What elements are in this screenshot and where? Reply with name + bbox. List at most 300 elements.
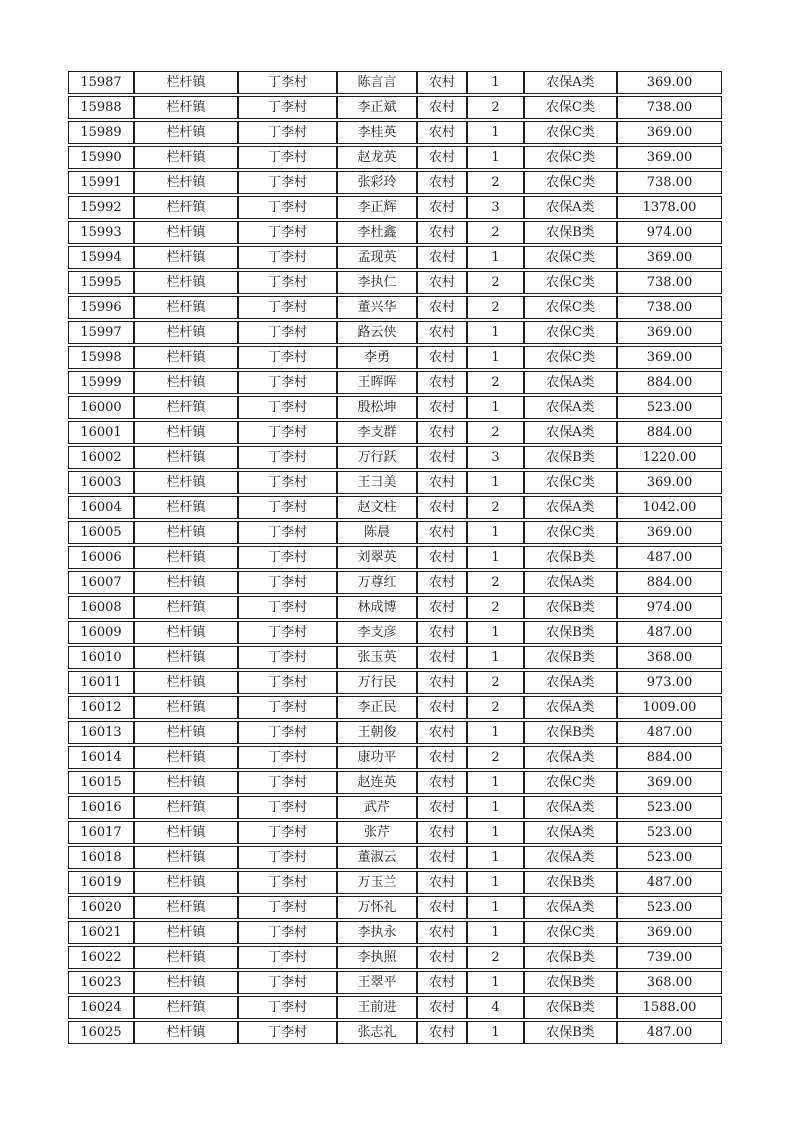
table-row	[68, 921, 722, 944]
cell-name: 路云侠	[337, 321, 417, 344]
cell-category: 农保A类	[524, 396, 617, 419]
cell-category: 农保C类	[524, 296, 617, 319]
cell-village: 丁李村	[238, 821, 337, 844]
cell-town: 栏杆镇	[134, 296, 238, 319]
table-row	[68, 296, 722, 319]
cell-count: 2	[467, 496, 524, 519]
cell-serial: 15991	[68, 171, 134, 194]
cell-category: 农保A类	[524, 821, 617, 844]
cell-serial: 16009	[68, 621, 134, 644]
cell-village: 丁李村	[238, 371, 337, 394]
cell-count: 2	[467, 746, 524, 769]
cell-name: 万尊红	[337, 571, 417, 594]
cell-serial: 16013	[68, 721, 134, 744]
table-row	[68, 71, 722, 94]
table-row	[68, 1021, 722, 1044]
cell-village: 丁李村	[238, 546, 337, 569]
cell-serial: 16012	[68, 696, 134, 719]
cell-residence: 农村	[417, 646, 467, 669]
table-row	[68, 896, 722, 919]
cell-serial: 16022	[68, 946, 134, 969]
cell-amount: 369.00	[617, 771, 722, 794]
cell-residence: 农村	[417, 321, 467, 344]
cell-name: 康功平	[337, 746, 417, 769]
cell-town: 栏杆镇	[134, 971, 238, 994]
cell-serial: 15999	[68, 371, 134, 394]
cell-village: 丁李村	[238, 721, 337, 744]
cell-town: 栏杆镇	[134, 621, 238, 644]
cell-amount: 487.00	[617, 1021, 722, 1044]
cell-town: 栏杆镇	[134, 396, 238, 419]
cell-count: 1	[467, 346, 524, 369]
cell-category: 农保C类	[524, 246, 617, 269]
table-row	[68, 246, 722, 269]
cell-residence: 农村	[417, 96, 467, 119]
cell-town: 栏杆镇	[134, 1021, 238, 1044]
cell-count: 1	[467, 396, 524, 419]
cell-category: 农保C类	[524, 171, 617, 194]
table-row	[68, 396, 722, 419]
cell-village: 丁李村	[238, 246, 337, 269]
cell-count: 4	[467, 996, 524, 1019]
cell-village: 丁李村	[238, 196, 337, 219]
cell-category: 农保A类	[524, 371, 617, 394]
cell-serial: 15990	[68, 146, 134, 169]
cell-residence: 农村	[417, 221, 467, 244]
cell-name: 王翠平	[337, 971, 417, 994]
cell-name: 陈晨	[337, 521, 417, 544]
cell-category: 农保C类	[524, 521, 617, 544]
cell-residence: 农村	[417, 521, 467, 544]
cell-count: 2	[467, 946, 524, 969]
cell-town: 栏杆镇	[134, 521, 238, 544]
cell-category: 农保A类	[524, 746, 617, 769]
subsidy-roster-table	[68, 69, 722, 1046]
cell-category: 农保C类	[524, 96, 617, 119]
cell-residence: 农村	[417, 921, 467, 944]
cell-count: 2	[467, 296, 524, 319]
cell-town: 栏杆镇	[134, 746, 238, 769]
cell-count: 1	[467, 871, 524, 894]
cell-town: 栏杆镇	[134, 71, 238, 94]
table-row	[68, 521, 722, 544]
cell-town: 栏杆镇	[134, 796, 238, 819]
cell-amount: 487.00	[617, 871, 722, 894]
cell-count: 2	[467, 271, 524, 294]
cell-amount: 523.00	[617, 796, 722, 819]
cell-village: 丁李村	[238, 121, 337, 144]
cell-category: 农保B类	[524, 996, 617, 1019]
cell-serial: 16018	[68, 846, 134, 869]
cell-amount: 974.00	[617, 596, 722, 619]
cell-amount: 1042.00	[617, 496, 722, 519]
cell-town: 栏杆镇	[134, 146, 238, 169]
cell-name: 李支彦	[337, 621, 417, 644]
table-row	[68, 621, 722, 644]
cell-serial: 16011	[68, 671, 134, 694]
cell-name: 殷松坤	[337, 396, 417, 419]
cell-category: 农保B类	[524, 1021, 617, 1044]
cell-serial: 16014	[68, 746, 134, 769]
cell-village: 丁李村	[238, 171, 337, 194]
cell-serial: 16016	[68, 796, 134, 819]
cell-residence: 农村	[417, 346, 467, 369]
cell-count: 3	[467, 446, 524, 469]
cell-residence: 农村	[417, 196, 467, 219]
cell-amount: 739.00	[617, 946, 722, 969]
cell-village: 丁李村	[238, 71, 337, 94]
cell-count: 1	[467, 246, 524, 269]
cell-town: 栏杆镇	[134, 921, 238, 944]
cell-residence: 农村	[417, 446, 467, 469]
cell-category: 农保B类	[524, 971, 617, 994]
cell-count: 1	[467, 896, 524, 919]
cell-name: 李正辉	[337, 196, 417, 219]
cell-count: 2	[467, 571, 524, 594]
cell-name: 李执永	[337, 921, 417, 944]
cell-residence: 农村	[417, 596, 467, 619]
cell-residence: 农村	[417, 471, 467, 494]
cell-serial: 15987	[68, 71, 134, 94]
cell-category: 农保A类	[524, 696, 617, 719]
cell-town: 栏杆镇	[134, 321, 238, 344]
cell-category: 农保A类	[524, 571, 617, 594]
cell-town: 栏杆镇	[134, 596, 238, 619]
cell-village: 丁李村	[238, 746, 337, 769]
cell-village: 丁李村	[238, 796, 337, 819]
cell-count: 1	[467, 821, 524, 844]
cell-village: 丁李村	[238, 221, 337, 244]
cell-category: 农保B类	[524, 721, 617, 744]
cell-residence: 农村	[417, 821, 467, 844]
cell-name: 李桂英	[337, 121, 417, 144]
table-row	[68, 996, 722, 1019]
cell-amount: 523.00	[617, 821, 722, 844]
cell-category: 农保A类	[524, 896, 617, 919]
cell-town: 栏杆镇	[134, 671, 238, 694]
cell-name: 李支群	[337, 421, 417, 444]
table-row	[68, 871, 722, 894]
cell-village: 丁李村	[238, 896, 337, 919]
cell-village: 丁李村	[238, 396, 337, 419]
cell-category: 农保B类	[524, 946, 617, 969]
table-row	[68, 346, 722, 369]
cell-serial: 16007	[68, 571, 134, 594]
cell-name: 林成博	[337, 596, 417, 619]
cell-residence: 农村	[417, 671, 467, 694]
cell-name: 李执仁	[337, 271, 417, 294]
cell-category: 农保A类	[524, 196, 617, 219]
cell-category: 农保B类	[524, 446, 617, 469]
cell-residence: 农村	[417, 121, 467, 144]
cell-category: 农保B类	[524, 546, 617, 569]
cell-residence: 农村	[417, 771, 467, 794]
cell-serial: 16008	[68, 596, 134, 619]
cell-town: 栏杆镇	[134, 946, 238, 969]
cell-serial: 16025	[68, 1021, 134, 1044]
cell-count: 2	[467, 221, 524, 244]
cell-residence: 农村	[417, 621, 467, 644]
table-row	[68, 196, 722, 219]
cell-serial: 15997	[68, 321, 134, 344]
cell-serial: 15995	[68, 271, 134, 294]
cell-village: 丁李村	[238, 296, 337, 319]
cell-amount: 738.00	[617, 296, 722, 319]
cell-category: 农保A类	[524, 71, 617, 94]
cell-residence: 农村	[417, 546, 467, 569]
cell-name: 王晖晖	[337, 371, 417, 394]
cell-amount: 487.00	[617, 721, 722, 744]
table-row	[68, 171, 722, 194]
cell-town: 栏杆镇	[134, 571, 238, 594]
cell-town: 栏杆镇	[134, 96, 238, 119]
table-row	[68, 221, 722, 244]
cell-count: 1	[467, 121, 524, 144]
cell-category: 农保C类	[524, 146, 617, 169]
cell-village: 丁李村	[238, 496, 337, 519]
cell-amount: 368.00	[617, 646, 722, 669]
cell-serial: 16000	[68, 396, 134, 419]
cell-amount: 369.00	[617, 521, 722, 544]
cell-town: 栏杆镇	[134, 546, 238, 569]
cell-name: 张玉英	[337, 646, 417, 669]
cell-name: 董兴华	[337, 296, 417, 319]
table-row	[68, 271, 722, 294]
cell-category: 农保C类	[524, 471, 617, 494]
cell-village: 丁李村	[238, 696, 337, 719]
cell-residence: 农村	[417, 796, 467, 819]
cell-count: 1	[467, 71, 524, 94]
cell-town: 栏杆镇	[134, 246, 238, 269]
cell-category: 农保A类	[524, 421, 617, 444]
cell-town: 栏杆镇	[134, 496, 238, 519]
cell-serial: 16006	[68, 546, 134, 569]
cell-village: 丁李村	[238, 621, 337, 644]
cell-count: 3	[467, 196, 524, 219]
cell-town: 栏杆镇	[134, 371, 238, 394]
cell-name: 赵连英	[337, 771, 417, 794]
table-row	[68, 496, 722, 519]
cell-town: 栏杆镇	[134, 221, 238, 244]
cell-amount: 884.00	[617, 571, 722, 594]
cell-amount: 487.00	[617, 546, 722, 569]
cell-town: 栏杆镇	[134, 771, 238, 794]
cell-serial: 16017	[68, 821, 134, 844]
table-row	[68, 446, 722, 469]
table-row	[68, 846, 722, 869]
cell-amount: 1378.00	[617, 196, 722, 219]
cell-amount: 973.00	[617, 671, 722, 694]
cell-count: 1	[467, 646, 524, 669]
cell-amount: 523.00	[617, 896, 722, 919]
table-row	[68, 321, 722, 344]
cell-serial: 15993	[68, 221, 134, 244]
cell-residence: 农村	[417, 71, 467, 94]
cell-category: 农保A类	[524, 496, 617, 519]
cell-village: 丁李村	[238, 421, 337, 444]
cell-name: 李杜鑫	[337, 221, 417, 244]
table-row	[68, 721, 722, 744]
cell-count: 2	[467, 696, 524, 719]
cell-serial: 15998	[68, 346, 134, 369]
cell-serial: 16001	[68, 421, 134, 444]
cell-village: 丁李村	[238, 921, 337, 944]
cell-name: 武芹	[337, 796, 417, 819]
cell-name: 张彩玲	[337, 171, 417, 194]
cell-residence: 农村	[417, 1021, 467, 1044]
cell-count: 1	[467, 146, 524, 169]
cell-serial: 16003	[68, 471, 134, 494]
table-row	[68, 796, 722, 819]
cell-village: 丁李村	[238, 571, 337, 594]
cell-village: 丁李村	[238, 321, 337, 344]
cell-serial: 16010	[68, 646, 134, 669]
cell-amount: 884.00	[617, 371, 722, 394]
cell-residence: 农村	[417, 971, 467, 994]
cell-town: 栏杆镇	[134, 646, 238, 669]
cell-amount: 884.00	[617, 421, 722, 444]
cell-residence: 农村	[417, 171, 467, 194]
cell-town: 栏杆镇	[134, 471, 238, 494]
cell-name: 王前进	[337, 996, 417, 1019]
cell-serial: 16005	[68, 521, 134, 544]
cell-town: 栏杆镇	[134, 421, 238, 444]
cell-amount: 1009.00	[617, 696, 722, 719]
cell-name: 孟现英	[337, 246, 417, 269]
cell-category: 农保B类	[524, 221, 617, 244]
cell-amount: 369.00	[617, 246, 722, 269]
cell-residence: 农村	[417, 421, 467, 444]
cell-town: 栏杆镇	[134, 821, 238, 844]
cell-count: 2	[467, 371, 524, 394]
cell-residence: 农村	[417, 396, 467, 419]
cell-category: 农保C类	[524, 121, 617, 144]
cell-residence: 农村	[417, 696, 467, 719]
cell-name: 万行民	[337, 671, 417, 694]
cell-village: 丁李村	[238, 271, 337, 294]
cell-name: 万玉兰	[337, 871, 417, 894]
cell-residence: 农村	[417, 296, 467, 319]
cell-serial: 15988	[68, 96, 134, 119]
cell-count: 1	[467, 771, 524, 794]
cell-amount: 487.00	[617, 621, 722, 644]
cell-residence: 农村	[417, 896, 467, 919]
cell-count: 2	[467, 671, 524, 694]
cell-serial: 16015	[68, 771, 134, 794]
cell-village: 丁李村	[238, 671, 337, 694]
table-row	[68, 146, 722, 169]
cell-serial: 15992	[68, 196, 134, 219]
table-row	[68, 571, 722, 594]
table-row	[68, 746, 722, 769]
cell-count: 1	[467, 471, 524, 494]
cell-name: 刘翠英	[337, 546, 417, 569]
cell-village: 丁李村	[238, 771, 337, 794]
cell-count: 1	[467, 721, 524, 744]
cell-count: 2	[467, 421, 524, 444]
cell-category: 农保C类	[524, 271, 617, 294]
cell-town: 栏杆镇	[134, 696, 238, 719]
cell-name: 张芹	[337, 821, 417, 844]
table-row	[68, 421, 722, 444]
cell-count: 1	[467, 1021, 524, 1044]
cell-amount: 738.00	[617, 96, 722, 119]
cell-town: 栏杆镇	[134, 346, 238, 369]
cell-town: 栏杆镇	[134, 721, 238, 744]
cell-village: 丁李村	[238, 521, 337, 544]
cell-residence: 农村	[417, 371, 467, 394]
cell-name: 万怀礼	[337, 896, 417, 919]
cell-serial: 16004	[68, 496, 134, 519]
cell-village: 丁李村	[238, 596, 337, 619]
cell-amount: 369.00	[617, 471, 722, 494]
cell-count: 1	[467, 521, 524, 544]
cell-village: 丁李村	[238, 946, 337, 969]
table-row	[68, 971, 722, 994]
cell-amount: 369.00	[617, 921, 722, 944]
cell-amount: 1220.00	[617, 446, 722, 469]
cell-village: 丁李村	[238, 446, 337, 469]
cell-town: 栏杆镇	[134, 896, 238, 919]
cell-village: 丁李村	[238, 996, 337, 1019]
cell-amount: 369.00	[617, 71, 722, 94]
cell-category: 农保C类	[524, 771, 617, 794]
cell-residence: 农村	[417, 246, 467, 269]
cell-amount: 369.00	[617, 321, 722, 344]
table-row	[68, 946, 722, 969]
cell-amount: 523.00	[617, 846, 722, 869]
cell-category: 农保C类	[524, 321, 617, 344]
cell-category: 农保B类	[524, 646, 617, 669]
cell-village: 丁李村	[238, 971, 337, 994]
cell-town: 栏杆镇	[134, 271, 238, 294]
cell-amount: 974.00	[617, 221, 722, 244]
cell-village: 丁李村	[238, 146, 337, 169]
cell-town: 栏杆镇	[134, 171, 238, 194]
cell-name: 李正民	[337, 696, 417, 719]
cell-category: 农保C类	[524, 921, 617, 944]
cell-amount: 884.00	[617, 746, 722, 769]
cell-name: 万行跃	[337, 446, 417, 469]
table-row	[68, 646, 722, 669]
cell-village: 丁李村	[238, 471, 337, 494]
cell-town: 栏杆镇	[134, 446, 238, 469]
cell-category: 农保B类	[524, 596, 617, 619]
cell-village: 丁李村	[238, 846, 337, 869]
cell-serial: 15989	[68, 121, 134, 144]
cell-serial: 15994	[68, 246, 134, 269]
cell-serial: 16024	[68, 996, 134, 1019]
cell-residence: 农村	[417, 721, 467, 744]
cell-amount: 738.00	[617, 171, 722, 194]
cell-category: 农保B类	[524, 871, 617, 894]
cell-serial: 15996	[68, 296, 134, 319]
cell-name: 张志礼	[337, 1021, 417, 1044]
table-row	[68, 371, 722, 394]
cell-serial: 16021	[68, 921, 134, 944]
table-row	[68, 471, 722, 494]
cell-name: 李正斌	[337, 96, 417, 119]
cell-residence: 农村	[417, 271, 467, 294]
cell-count: 2	[467, 596, 524, 619]
cell-amount: 369.00	[617, 346, 722, 369]
cell-amount: 369.00	[617, 146, 722, 169]
cell-residence: 农村	[417, 496, 467, 519]
table-row	[68, 821, 722, 844]
cell-residence: 农村	[417, 946, 467, 969]
cell-count: 1	[467, 796, 524, 819]
cell-name: 李勇	[337, 346, 417, 369]
